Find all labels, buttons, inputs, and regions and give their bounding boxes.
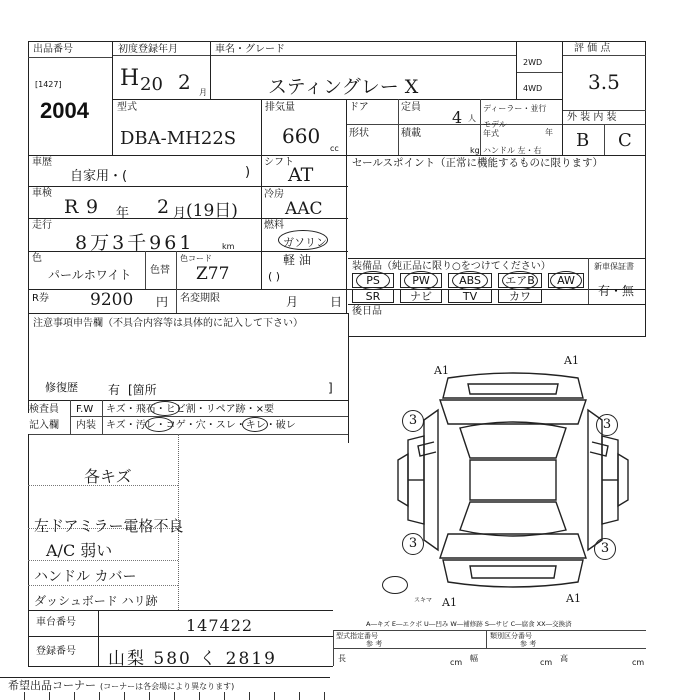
fuel-gasoline-circle [278,230,328,250]
footer-cells [0,692,330,700]
inspection-year-unit: 年 [116,206,130,221]
lot-sub-number: [1427] [35,80,62,89]
line-notes-bottom [28,400,348,401]
lot-number-label: 出品番号 [33,44,73,55]
v-remarks-2 [28,434,29,610]
displacement-unit: cc [330,144,339,153]
line-type-top [333,630,646,631]
v-firstreg [210,41,211,99]
color-change-label: 色替 [150,265,170,276]
mark-a1-front-right: A1 [564,354,579,367]
height-unit: cm [632,658,645,667]
equip-navi: ナビ [400,289,442,303]
mark-3-left-rear: 3 [402,533,424,555]
first-registration-month: 2 [178,70,191,94]
category-reference-label: 参 考 [520,640,537,648]
history-close: ) [245,165,251,180]
repair-yes: 有 [108,383,121,397]
month-unit: 月 [199,88,207,97]
exterior-defects: キズ・飛石・ヒビ割・リペア跡・×要 [106,404,274,415]
line-chassis-top [28,610,333,611]
v-chassis [98,610,99,666]
ps-circle [356,271,390,290]
entry-label: 記入欄 [29,420,59,431]
inspection-month: 2 [157,196,170,218]
capacity-label: 定員 [401,102,421,113]
gap-mark-label: スキマ [414,597,433,604]
history-value: 自家用・( [70,169,128,184]
name-change-day: 日 [330,295,343,309]
sales-point-label: セールスポイント（正常に機能するものに限ります） [352,157,604,169]
chassis-value: 147422 [186,616,254,635]
stain-circle [145,417,173,432]
exterior-grade: B [576,130,590,151]
v-door [346,99,347,313]
interior-label: 内装 [76,420,96,431]
type-reference-label: 参 考 [366,640,383,648]
corner-label: 希望出品コーナー [8,679,96,692]
color-code-label: 色コード [180,254,212,263]
line-in [28,434,348,435]
aircon-value: AAC [285,199,323,219]
drive-2wd: 2WD [523,58,543,67]
line-firstreg [112,55,516,56]
chip-circle [150,401,180,416]
capacity-value: 4 [452,108,463,127]
handle-label: ハンドル 左・右 [483,146,542,155]
mark-3-right-front: 3 [596,414,618,436]
car-name-value: スティングレー X [268,76,419,98]
line-row2 [112,99,562,100]
loading-label: 積載 [401,128,421,139]
notes-label: 注意事項申告欄（不具合内容等は具体的に記入して下さい） [33,318,303,329]
line-later [348,304,646,305]
mark-a1-rear-left: A1 [442,596,457,609]
v-drive [516,41,517,99]
equip-pw: PW [400,273,442,288]
warranty-value: 有・無 [598,284,635,298]
line-score [562,55,646,56]
fuel-label: 燃料 [264,220,284,231]
fuel-diesel: 軽 油 [283,253,311,267]
pw-circle [404,271,438,290]
aw-circle [550,271,582,290]
equip-aw: AW [548,273,584,288]
line-row3 [28,155,646,156]
v-namechange [176,289,177,313]
door-label: ドア [349,102,369,113]
displacement-label: 排気量 [265,102,295,113]
car-name-label: 車名・グレード [215,44,285,55]
first-registration-year: 20 [140,74,163,95]
length-unit: cm [450,658,463,667]
v-equip [588,258,589,304]
v-score [562,41,563,155]
model-value: DBA-MH22S [120,128,237,149]
shape-label: 形状 [349,128,369,139]
equip-tv: TV [448,289,492,303]
line-footer-top [0,677,330,678]
equip-leather: カワ [498,289,542,303]
yen-unit: 円 [156,295,169,309]
line-row4 [28,186,348,187]
remark-4: ハンドル カバー [34,569,137,585]
name-change-label: 名変期限 [180,293,220,304]
mark-3-right-rear: 3 [594,538,616,560]
frame-top [28,41,646,42]
equip-airbag: エアB [498,273,542,288]
name-change-month: 月 [286,295,299,309]
warranty-label: 新車保証書 [594,262,634,271]
score-label: 評 価 点 [574,43,611,54]
equipment-label: 装備品（純正品に限り○をつけてください） [352,261,551,272]
fuel-paren: ( ) [268,270,281,283]
equip-sr: SR [352,289,394,303]
v-color [145,251,146,289]
inspection-era: R [64,196,79,218]
inspection-label: 車検 [32,188,52,199]
v-extint [604,124,605,155]
height-label: 高 [560,654,568,663]
remark-2: 左ドアミラー電格不良 [34,517,184,535]
interior-defects: キズ・汚レ・コゲ・穴・スレ・キレ・破レ [106,420,296,431]
remark-5: ダッシュボード ハリ跡 [34,594,158,608]
repair-close: ] [328,381,333,395]
airbag-circle [502,271,538,290]
corner-note: (コーナーは各会場により異なります) [100,682,235,691]
line-frame-bottom-right [348,336,646,337]
frame-right [645,41,646,336]
v-lot [112,41,113,155]
v-dealer [480,99,481,155]
equip-ps: PS [352,273,394,288]
mileage-label: 走行 [32,220,52,231]
v-colorcode [176,251,177,289]
v-fw2 [102,400,103,434]
recycle-value: 9200 [90,290,134,310]
type-designation-label: 型式指定番号 [336,632,378,640]
category-label: 類別区分番号 [490,632,532,640]
first-registration-label: 初度登録年月 [118,44,178,55]
later-items-label: 後日品 [352,306,382,317]
mileage-value: 8万3千961 [75,232,195,254]
repair-location: [箇所 [128,383,157,397]
line-2wd [516,72,562,73]
repair-history-label: 修復歴 [45,381,78,394]
v-chassis-left [28,610,29,666]
equip-abs: ABS [448,273,492,288]
score-value: 3.5 [588,70,620,94]
shift-label: シフト [264,157,294,168]
gap-mark-circle [382,576,408,594]
line-fw [70,416,348,417]
capacity-unit: 人 [468,114,476,123]
car-diagram [378,350,648,610]
shift-value: AT [288,164,314,186]
width-label: 幅 [470,654,478,663]
line-equip [348,258,646,259]
history-label: 車歴 [32,157,52,168]
remark-3: A/C 弱い [46,541,113,560]
remark-1: 各キズ [84,467,132,486]
lot-number: 2004 [40,98,89,123]
line-lot-mid [28,57,112,58]
mark-a1-rear-right: A1 [566,592,581,605]
registration-value: 山梨 580 く 2819 [108,649,277,669]
dealer-label: ディーラー・並行 [483,104,547,113]
chassis-label: 車台番号 [36,617,76,628]
mark-a1-front-left: A1 [434,364,449,377]
v-type2 [486,630,487,648]
fw-label: F.W [76,404,94,415]
inspector-label: 検査員 [29,404,59,415]
inspection-month-unit: 月 [173,206,187,221]
displacement-value: 660 [282,124,321,148]
line-row8 [28,313,348,314]
registration-label: 登録番号 [36,646,76,657]
abs-circle [452,271,488,290]
year-unit: 年 [545,128,553,137]
width-unit: cm [540,658,553,667]
v-fw [70,400,71,434]
v-disp [261,99,262,289]
drive-4wd: 4WD [523,84,543,93]
frame-left [28,41,29,413]
damage-legend: A―キズ E―エクボ U―凹み W―補修跡 S―サビ C―腐食 XX―交換済 [366,620,572,628]
first-registration-era: H [120,66,140,91]
model-year-label: モデル年式 [483,120,507,138]
color-value: パールホワイト [48,268,132,282]
color-label: 色 [32,253,42,264]
kg-label: kg [470,146,480,155]
inspection-year: 9 [86,196,99,218]
v-notes-right [348,313,349,443]
ext-int-label: 外 装 内 装 [567,112,617,123]
color-code-value: Z77 [196,264,230,284]
inspection-day: (19日) [186,201,238,221]
recycle-label: R券 [32,293,49,304]
line-extint [562,110,646,111]
mark-3-left-front: 3 [402,410,424,432]
fuel-gasoline: ガソリン [283,236,327,249]
model-label: 型式 [117,102,137,113]
length-label: 長 [338,654,346,663]
aircon-label: 冷房 [264,189,284,200]
line-chassis-mid [28,636,333,637]
interior-grade: C [618,130,632,151]
scuff-circle [242,417,268,432]
v-capacity [398,99,399,155]
mileage-unit: km [222,242,235,251]
v-type [333,630,334,666]
